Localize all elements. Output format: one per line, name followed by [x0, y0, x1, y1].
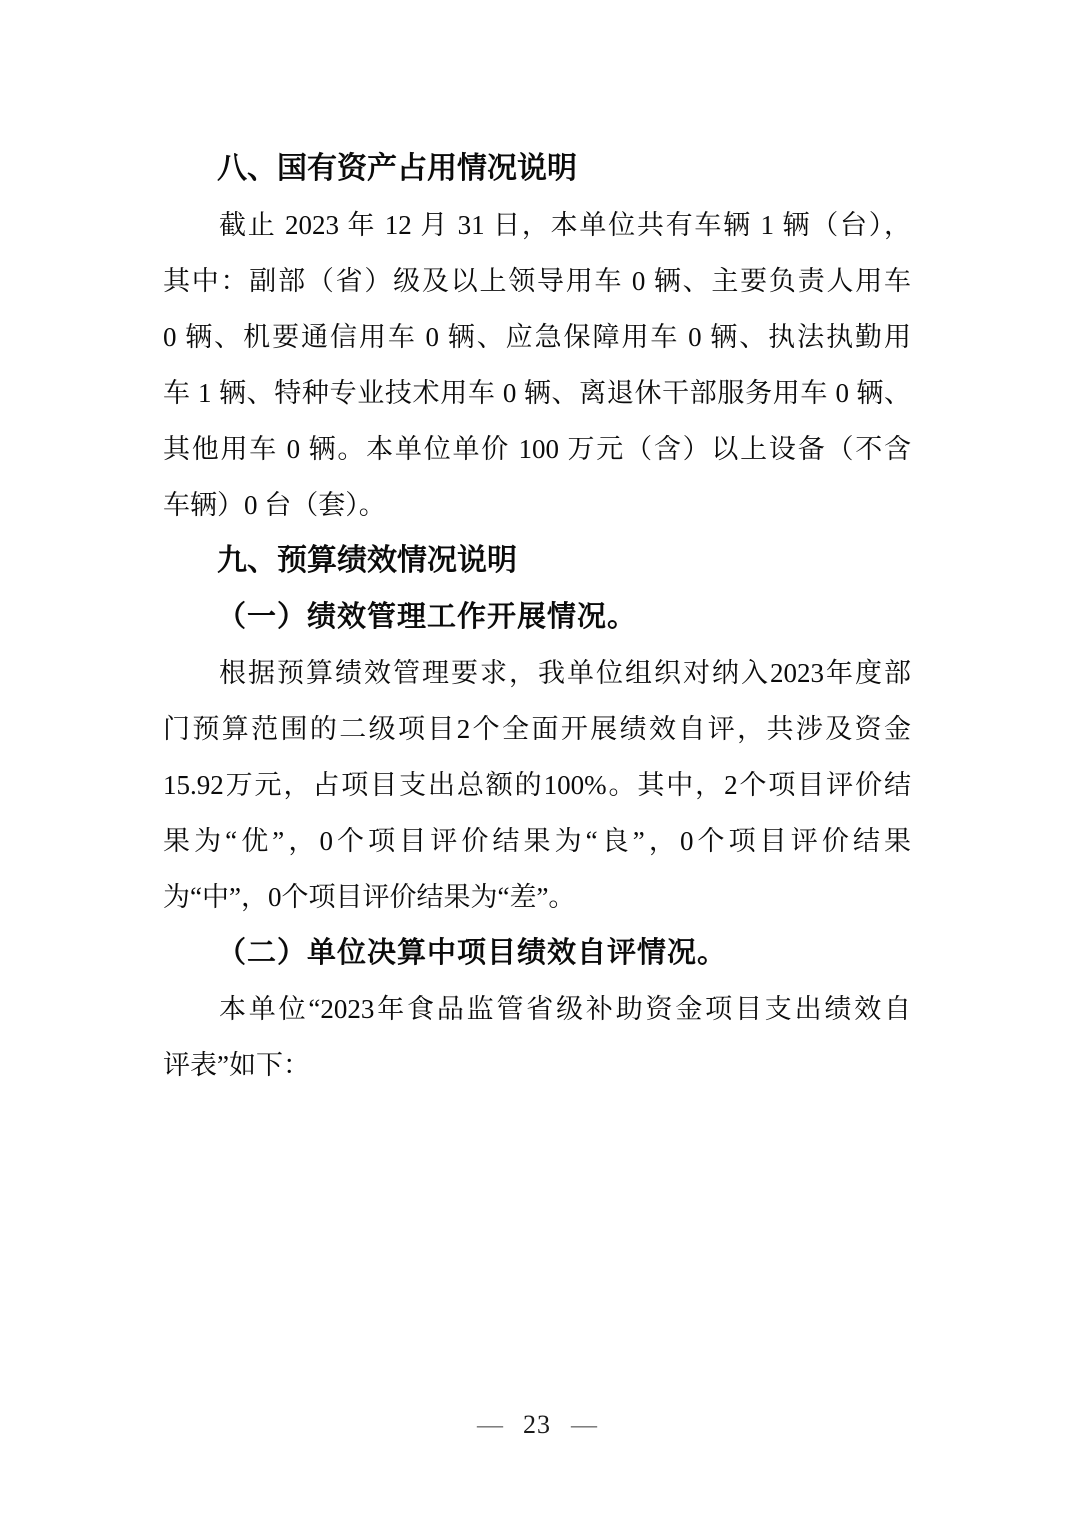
page-number: 23 — [523, 1410, 551, 1439]
body-line: 截止 2023 年 12 月 31 日，本单位共有车辆 1 辆（台）， — [219, 210, 911, 240]
page-footer — [0, 1408, 1074, 1442]
body-line: 车辆）0 台（套）。 — [163, 490, 386, 520]
body-line: 其中：副部（省）级及以上领导用车 0 辆、主要负责人用车 — [163, 266, 911, 296]
body-line: 15.92万元，占项目支出总额的100%。其中，2个项目评价结 — [163, 770, 911, 800]
body-line: 为“中”，0个项目评价结果为“差”。 — [163, 882, 576, 912]
footer-right-dash: — — [571, 1410, 597, 1439]
body-line: 根据预算绩效管理要求，我单位组织对纳入2023年度部 — [219, 658, 911, 688]
body-line: 车 1 辆、特种专业技术用车 0 辆、离退休干部服务用车 0 辆、 — [163, 378, 911, 408]
body-line: 0 辆、机要通信用车 0 辆、应急保障用车 0 辆、执法执勤用 — [163, 322, 911, 352]
footer-left-dash: — — [477, 1410, 503, 1439]
body-line: 门预算范围的二级项目2个全面开展绩效自评，共涉及资金 — [163, 714, 911, 744]
section-heading-9: 九、预算绩效情况说明 — [217, 544, 517, 577]
body-line: 本单位“2023年食品监管省级补助资金项目支出绩效自 — [219, 994, 911, 1024]
document-body — [163, 141, 911, 1093]
body-line: 其他用车 0 辆。本单位单价 100 万元（含）以上设备（不含 — [163, 434, 911, 464]
body-line: 果为“优”，0个项目评价结果为“良”，0个项目评价结果 — [163, 826, 911, 856]
body-line: 评表”如下： — [163, 1050, 310, 1080]
subsection-heading-2: （二）单位决算中项目绩效自评情况。 — [217, 937, 728, 969]
section-heading-8: 八、国有资产占用情况说明 — [217, 152, 577, 185]
subsection-heading-1: （一）绩效管理工作开展情况。 — [217, 601, 638, 633]
